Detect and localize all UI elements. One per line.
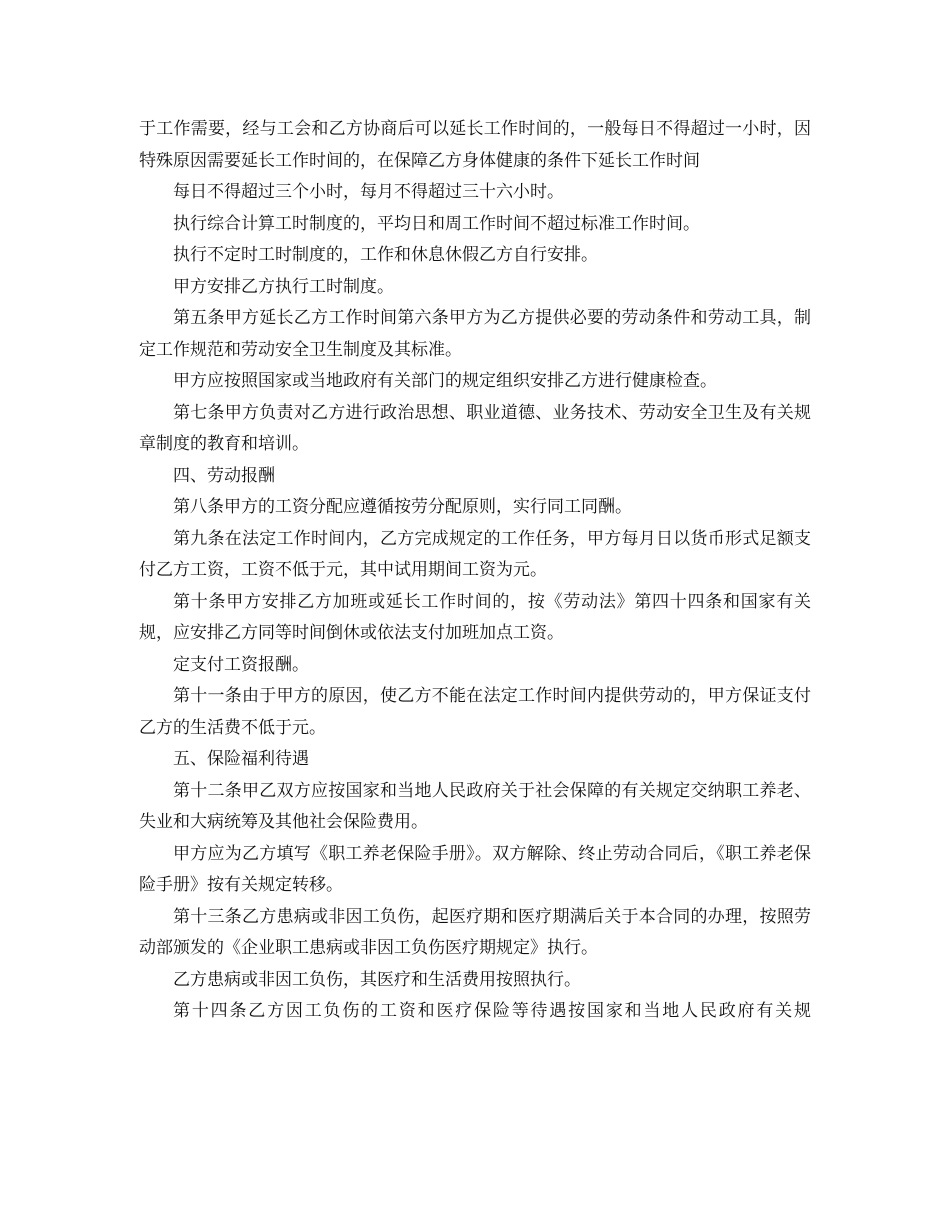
paragraph-continuation: 于工作需要，经与工会和乙方协商后可以延长工作时间的，一般每日不得超过一小时，因特殊原因需要延长工作时间的，在保障乙方身体健康的条件下延长工作时间 [139, 119, 811, 171]
paragraph: 第七条甲方负责对乙方进行政治思想、职业道德、业务技术、劳动安全卫生及有关规章制度的教育和培训。 [139, 402, 811, 454]
section-heading: 五、保险福利待遇 [173, 749, 309, 769]
paragraph: 第十二条甲乙双方应按国家和当地人民政府关于社会保障的有关规定交纳职工养老、失业和大病统筹及其他社会保险费用。 [139, 780, 811, 832]
paragraph-truncated: 第十四条乙方因工负伤的工资和医疗保险等待遇按国家和当地人民政府有关规 [173, 1001, 811, 1021]
paragraph: 乙方患病或非因工负伤，其医疗和生活费用按照执行。 [173, 969, 581, 990]
section-heading: 四、劳动报酬 [173, 465, 275, 486]
paragraph: 执行综合计算工时制度的，平均日和周工作时间不超过标准工作时间。 [173, 213, 700, 234]
paragraph: 甲方应按照国家或当地政府有关部门的规定组织安排乙方进行健康检查。 [173, 371, 717, 391]
paragraph: 第九条在法定工作时间内，乙方完成规定的工作任务，甲方每月日以货币形式足额支付乙方工资，工资不低于元，其中试用期间工资为元。 [139, 528, 811, 580]
paragraph: 第五条甲方延长乙方工作时间第六条甲方为乙方提供必要的劳动条件和劳动工具，制定工作规范和劳动安全卫生制度及其标准。 [139, 308, 811, 360]
paragraph: 第十一条由于甲方的原因，使乙方不能在法定工作时间内提供劳动的，甲方保证支付乙方的生活费不低于元。 [139, 686, 811, 738]
paragraph: 执行不定时工时制度的，工作和休息休假乙方自行安排。 [173, 245, 598, 265]
document-page [139, 114, 811, 1028]
paragraph: 第十三条乙方患病或非因工负伤，起医疗期和医疗期满后关于本合同的办理，按照劳动部颁发的《企业职工患病或非因工负伤医疗期规定》执行。 [139, 906, 811, 958]
paragraph: 第十条甲方安排乙方加班或延长工作时间的，按《劳动法》第四十四条和国家有关规，应安排乙方同等时间倒休或依法支付加班加点工资。 [139, 591, 811, 643]
paragraph: 第八条甲方的工资分配应遵循按劳分配原则，实行同工同酬。 [173, 497, 632, 517]
paragraph: 甲方安排乙方执行工时制度。 [173, 276, 394, 297]
paragraph: 定支付工资报酬。 [173, 654, 309, 675]
paragraph: 甲方应为乙方填写《职工养老保险手册》。双方解除、终止劳动合同后，《职工养老保险手册》按有关规定转移。 [139, 843, 811, 895]
paragraph: 每日不得超过三个小时，每月不得超过三十六小时。 [173, 182, 564, 202]
